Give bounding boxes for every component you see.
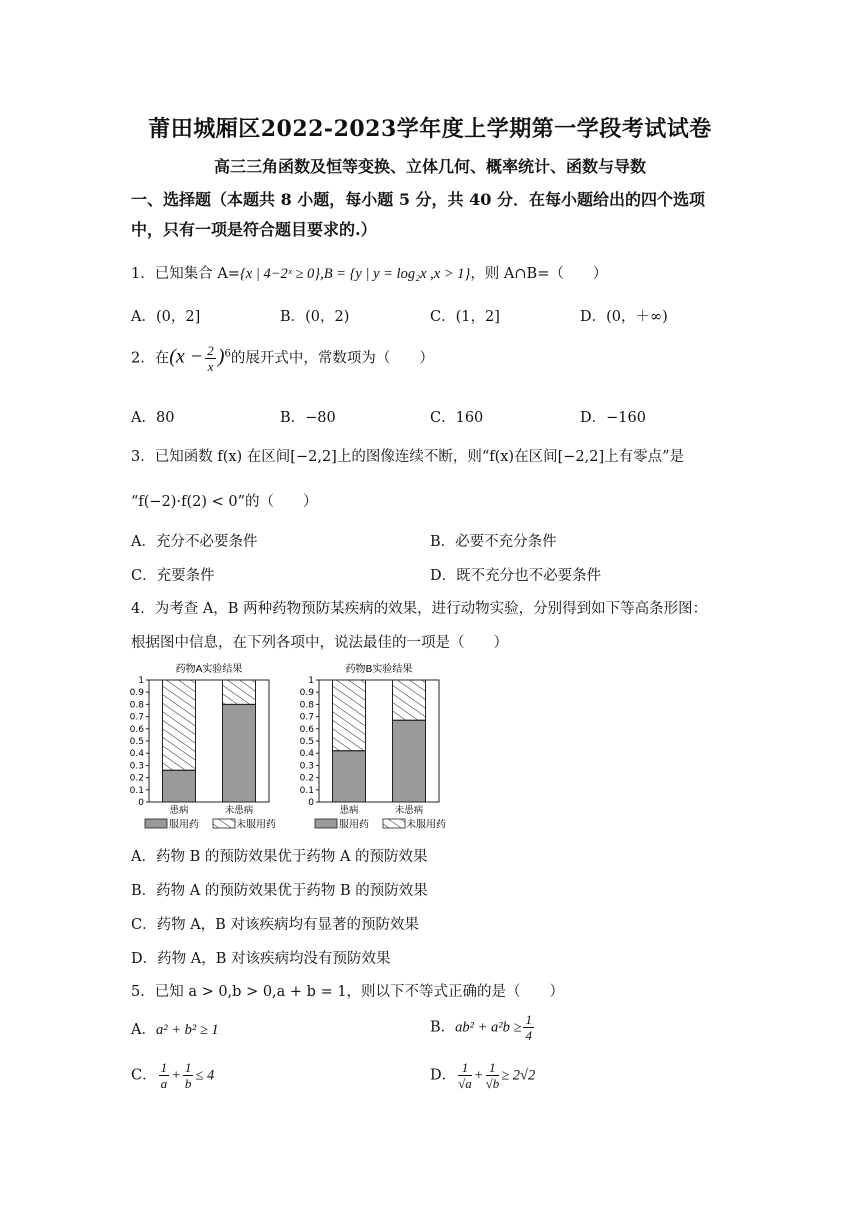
q4-option-b: B．药物 A 的预防效果优于药物 B 的预防效果 [131,883,428,899]
question-1 [131,262,607,283]
x-category-label: 未患病 [224,805,254,816]
q1-option-b: B．(0，2) [280,309,350,325]
q2-option-d: D．−160 [580,410,646,426]
bar-not-taken [393,680,426,720]
bar-taken [333,751,366,802]
y-tick-label: 0.8 [129,700,144,711]
q3-option-b: B．必要不充分条件 [430,534,557,550]
q1-option-d: D．(0，＋∞) [580,309,668,325]
q2-option-b: B．−80 [280,410,336,426]
question-3-line1: 3．已知函数 f(x) 在区间[−2,2]上的图像连续不断，则“f(x)在区间[−2,2]上有零点”是 [131,449,685,465]
y-tick-label: 0.1 [129,785,144,796]
q5-option-c-den1: a [160,1076,168,1091]
q2-prefix: 2．在 [131,350,170,367]
y-tick-label: 0.4 [129,749,144,760]
q5-option-d-num2: 1 [486,1060,500,1076]
y-tick-label: 0.3 [129,761,144,772]
y-tick-label: 0.6 [129,724,144,735]
q5-option-b [430,1012,536,1043]
q5-option-c-frac1 [159,1060,170,1091]
q2-frac-num: 2 [207,343,214,358]
q5-option-d-plus: + [473,1067,484,1084]
q5-option-b-num: 1 [525,1012,532,1027]
q3-option-a: A．充分不必要条件 [131,534,258,550]
q5-option-c-tail: ≤ 4 [195,1067,215,1084]
q5-option-d-label: D． [430,1067,457,1084]
bar-taken [163,770,196,802]
y-tick-label: 0.2 [129,773,144,784]
exam-subtitle: 高三三角函数及恒等变换、立体几何、概率统计、函数与导数 [213,157,646,176]
question-4-line1: 4．为考查 A，B 两种药物预防某疾病的效果，进行动物实验，分别得到如下等高条形图： [131,601,708,617]
bar-taken [223,704,256,802]
bar-taken [393,720,426,802]
q1-suffix: ，则 A∩B=（ ） [470,266,608,282]
q5-option-d-num1: 1 [458,1060,472,1076]
y-tick-label: 0.7 [299,712,314,723]
q5-option-c-frac2 [183,1060,194,1091]
q1-set-b: ,B = {y | y = log₂x ,x > 1} [320,266,471,282]
q1-set-a: {x | 4−2ˣ ≥ 0} [239,266,321,282]
y-tick-label: 0.9 [299,688,314,699]
q5-option-c-num2: 1 [184,1060,192,1075]
q2-fraction [205,343,216,374]
q5-option-b-expr: ab² + a²b ≥ [455,1019,522,1036]
q5-option-b-label: B． [430,1019,456,1036]
q5-option-c-label: C． [131,1067,157,1084]
q1-prefix: 1．已知集合 A= [131,266,240,282]
q2-suffix: 的展开式中，常数项为（ ） [230,350,434,367]
bar-not-taken [223,680,256,704]
y-tick-label: 0.9 [129,688,144,699]
y-tick-label: 1 [308,676,314,686]
q5-option-d [430,1060,535,1091]
y-tick-label: 0.5 [129,737,144,747]
y-tick-label: 0.4 [299,749,314,760]
y-tick-label: 0 [308,798,314,808]
section-heading-line2: 中，只有一项是符合题目要求的.） [131,220,377,239]
x-category-label: 未患病 [394,805,424,816]
q2-option-a: A．80 [131,410,175,426]
x-category-label: 患病 [169,805,189,816]
legend-label-not-taken: 未服用药 [406,819,446,831]
q2-expr-left: (x − [169,345,204,368]
bar-not-taken [333,680,366,751]
section-heading-line1: 一、选择题（本题共 8 小题，每小题 5 分，共 40 分．在每小题给出的四个选项 [131,190,705,209]
q4-option-a: A．药物 B 的预防效果优于药物 A 的预防效果 [131,849,428,865]
q5-option-a-expr: a² + b² ≥ 1 [155,1022,219,1038]
y-tick-label: 1 [138,676,144,686]
y-tick-label: 0.6 [299,724,314,735]
y-tick-label: 0.1 [299,785,314,796]
legend-swatch-taken [145,819,167,828]
q4-option-c: C．药物 A，B 对该疾病均有显著的预防效果 [131,917,419,933]
q4-option-d: D．药物 A，B 对该疾病均没有预防效果 [131,951,391,967]
q5-option-c-plus: + [171,1067,181,1084]
q2-expr-right: ) [217,345,225,368]
legend-label-not-taken: 未服用药 [236,819,276,831]
q1-option-a: A．(0，2] [131,309,201,325]
legend-swatch-taken [315,819,337,828]
q2-frac-den: x [207,359,214,374]
q2-option-c: C．160 [430,410,484,426]
question-3-line2: “f(−2)·f(2) < 0”的（ ） [131,494,318,510]
q1-option-c: C．(1，2] [430,309,500,325]
legend-swatch-not-taken [383,819,405,828]
y-tick-label: 0.2 [299,773,314,784]
q5-option-d-den2: √b [485,1076,500,1091]
bar-not-taken [163,680,196,770]
question-5: 5．已知 a > 0,b > 0,a + b = 1，则以下不等式正确的是（ ） [131,984,565,1000]
y-tick-label: 0.5 [299,737,314,747]
q2-power: 6 [224,348,231,360]
chart-drug-a [125,660,285,832]
legend-label-taken: 服用药 [339,819,369,831]
y-tick-label: 0.7 [129,712,144,723]
q5-option-d-frac2 [486,1060,500,1091]
legend-label-taken: 服用药 [169,819,199,831]
q5-option-d-frac1 [458,1060,472,1091]
y-tick-label: 0.3 [299,761,314,772]
q3-option-c: C．充要条件 [131,568,215,584]
q5-option-b-den: 4 [525,1028,532,1043]
y-tick-label: 0 [138,798,144,808]
q3-option-d: D．既不充分也不必要条件 [430,568,602,584]
question-4-line2: 根据图中信息，在下列各项中，说法最佳的一项是（ ） [131,635,508,651]
q5-option-b-frac [523,1012,534,1043]
q5-option-c-den2: b [184,1076,192,1091]
chart-drug-b [295,660,455,832]
q5-option-a [131,1018,219,1039]
question-2 [131,343,434,374]
q5-option-c [131,1060,214,1091]
chart-title: 药物B实验结果 [345,664,413,675]
q5-option-d-den1: √a [458,1076,472,1091]
q5-option-a-label: A． [131,1022,156,1038]
q5-option-c-num1: 1 [160,1060,168,1075]
chart-title: 药物A实验结果 [175,664,243,675]
x-category-label: 患病 [339,805,359,816]
legend-swatch-not-taken [213,819,235,828]
y-tick-label: 0.8 [299,700,314,711]
exam-title: 莆田城厢区2022-2023学年度上学期第一学段考试试卷 [148,116,712,142]
q5-option-d-tail: ≥ 2√2 [501,1067,536,1084]
